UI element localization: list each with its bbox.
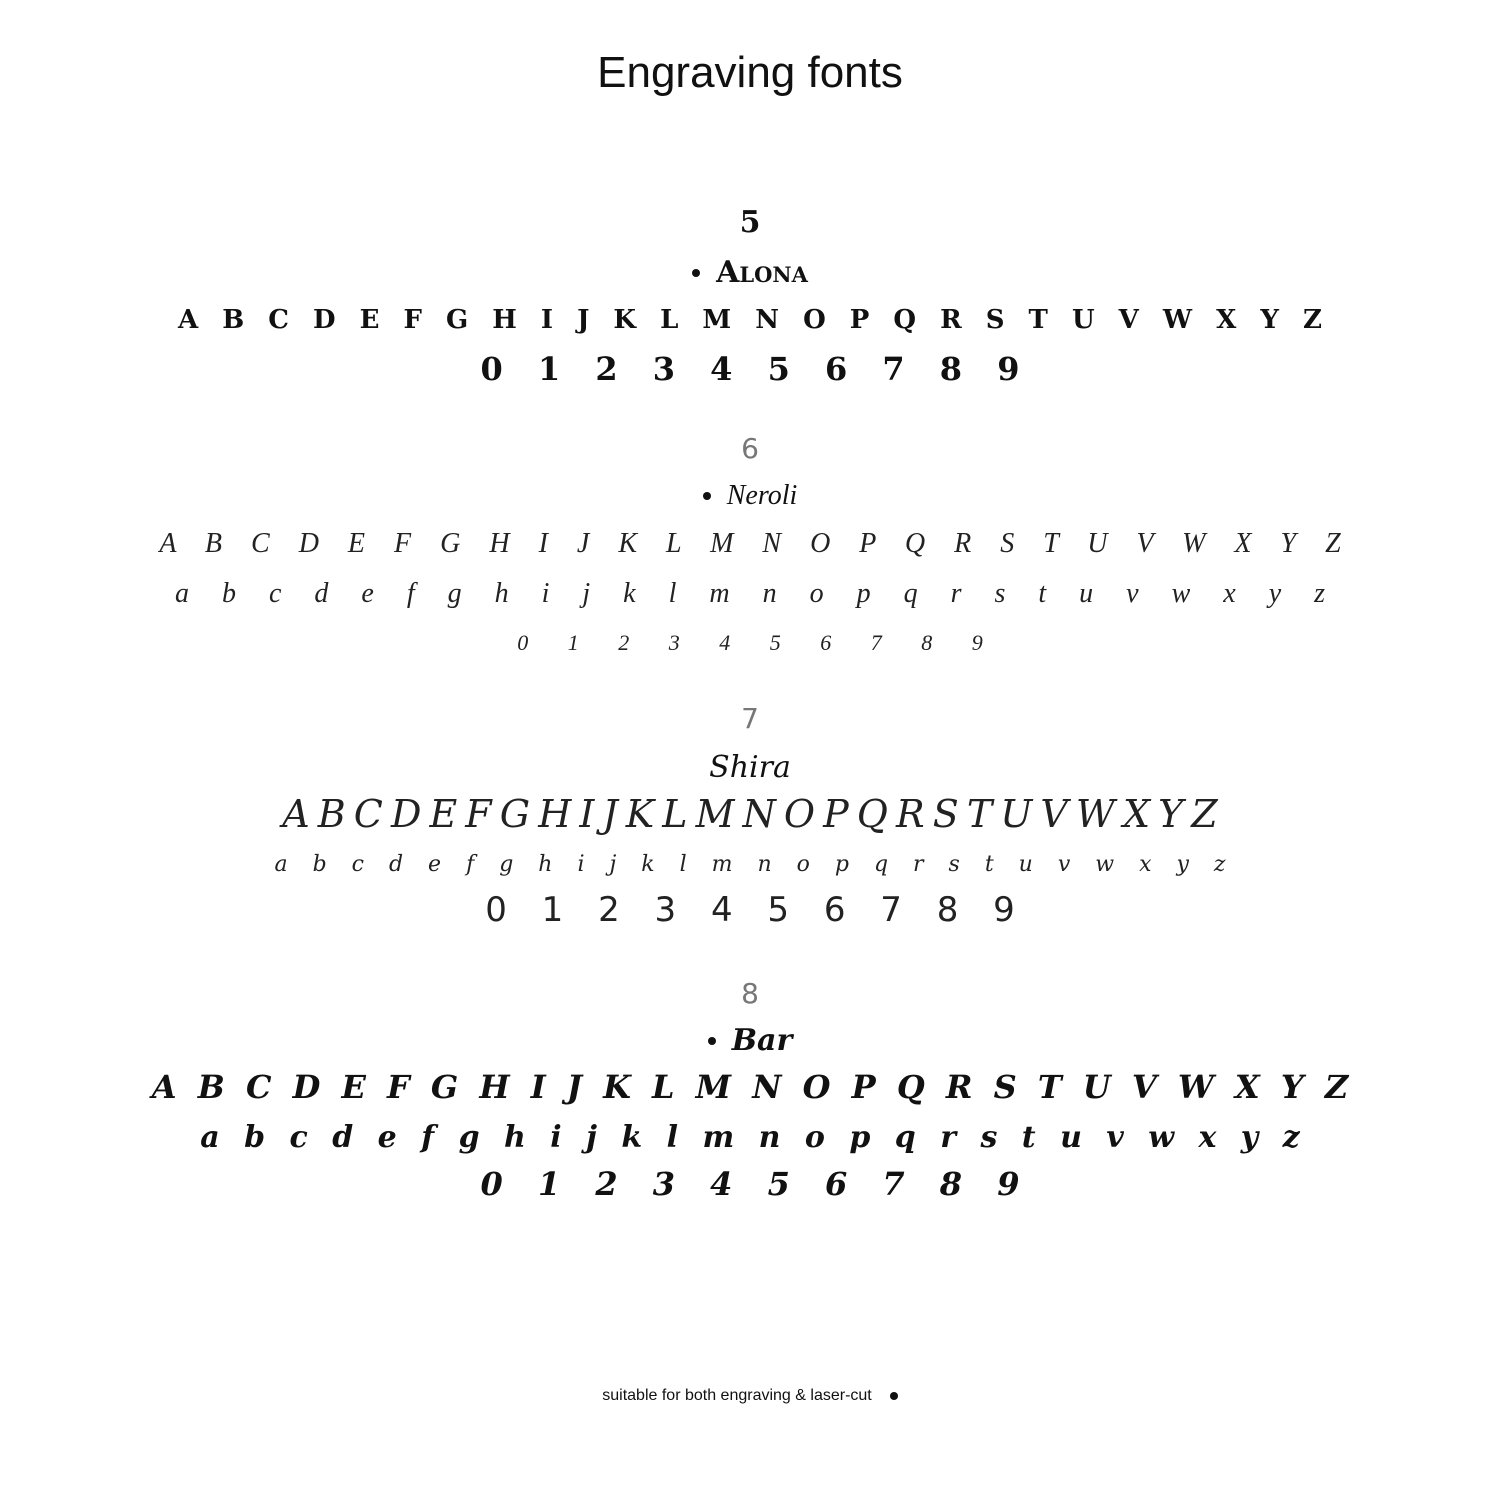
bullet-icon [708, 1037, 716, 1045]
font-name-row [0, 480, 1500, 512]
font-name-row [0, 1023, 1500, 1058]
lowercase-sample: a b c d e f g h i j k l m n o p q r s t u v w x y z [274, 852, 1226, 877]
digits-sample: 0 1 2 3 4 5 6 7 8 9 [517, 630, 983, 655]
font-number: 6 [741, 432, 759, 465]
font-name: Neroli [726, 480, 798, 511]
digits-sample: 0 1 2 3 4 5 6 7 8 9 [485, 890, 1015, 930]
uppercase-sample: A B C D E F G H I J K L M N O P Q R S T U V W X Y Z [159, 528, 1341, 559]
uppercase-sample: A B C D E F G H I J K L M N O P Q R S T U V W X Y Z [282, 792, 1218, 836]
bullet-icon [703, 492, 711, 500]
page-title: Engraving fonts [597, 48, 903, 97]
font-name: Bar [731, 1023, 793, 1058]
font-name: Alona [716, 255, 808, 290]
uppercase-sample: A B C D E F G H I J K L M N O P Q R S T U V W X Y Z [151, 1068, 1349, 1106]
font-name-row [0, 255, 1500, 290]
bullet-icon [692, 269, 700, 277]
bullet-icon [890, 1392, 898, 1400]
font-name: Shira [709, 750, 791, 785]
footer-text: suitable for both engraving & laser-cut [602, 1387, 872, 1404]
font-number: 7 [741, 702, 759, 735]
digits-sample: 0 1 2 3 4 5 6 7 8 9 [480, 1165, 1020, 1203]
font-name-row [0, 750, 1500, 785]
font-number: 8 [741, 977, 759, 1010]
uppercase-sample: A B C D E F G H I J K L M N O P Q R S T U V W X Y Z [178, 305, 1322, 335]
lowercase-sample: a b c d e f g h i j k l m n o p q r s t u v w x y z [174, 578, 1326, 609]
lowercase-sample: a b c d e f g h i j k l m n o p q r s t u v w x y z [200, 1120, 1300, 1155]
footer-note [0, 1387, 1500, 1405]
font-number: 5 [739, 205, 761, 240]
digits-sample: 0 1 2 3 4 5 6 7 8 9 [480, 350, 1020, 388]
